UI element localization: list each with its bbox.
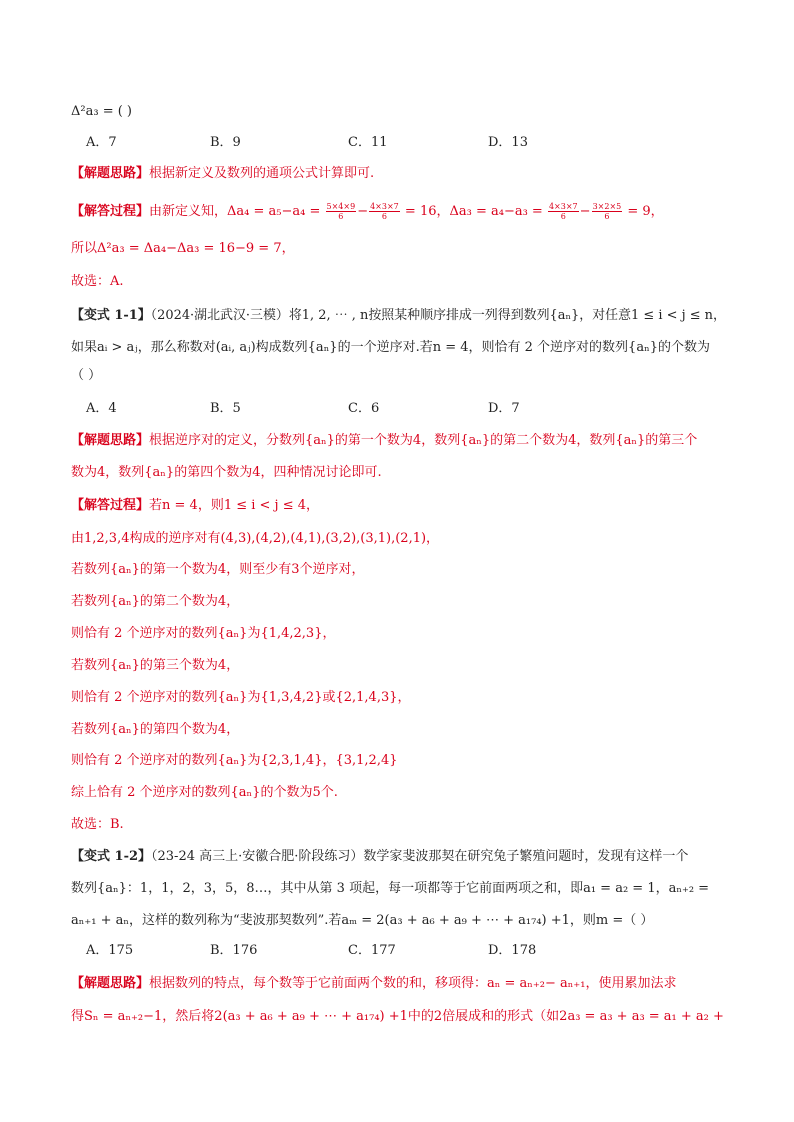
q1-choice-d: D．7 [488, 401, 520, 416]
q1-proc-line-1 [71, 497, 319, 515]
q2-choice-c: C．177 [348, 943, 396, 958]
q1-idea-line-2: 数为4，数列{aₙ}的第四个数为4，四种情况讨论即可. [71, 465, 382, 480]
q0-choice-d: D．13 [488, 135, 528, 150]
q0-choice-a: A．7 [86, 135, 117, 150]
q1-proc-line-10: 综上恰有 2 个逆序对的数列{aₙ}的个数为5个. [71, 785, 338, 800]
q1-proc-tag: 【解答过程】 [71, 498, 150, 513]
q0-choice-b: B．9 [210, 135, 241, 150]
q1-proc-line-2: 由1,2,3,4构成的逆序对有(4,3),(4,2),(4,1),(3,2),(3,1),(2,1)， [71, 531, 440, 546]
q0-idea [71, 165, 374, 183]
q1-idea-tag: 【解题思路】 [71, 433, 150, 448]
q1-idea-1: 根据逆序对的定义，分数列{aₙ}的第一个数为4，数列{aₙ}的第二个数为4，数列{aₙ}的第三个 [149, 433, 698, 448]
q0-proc-1a: 由新定义知，Δa₄ = a₅−a₄ = [149, 204, 325, 219]
q1-proc-line-7: 则恰有 2 个逆序对的数列{aₙ}为{1,3,4,2}或{2,1,4,3}， [71, 690, 411, 705]
q0-frac-4: $\frac{3\times 2\times 5}{6}$ [592, 202, 622, 221]
q1-idea-line-1 [71, 432, 697, 450]
q0-idea-text: 根据新定义及数列的通项公式计算即可. [149, 166, 375, 181]
q1-proc-line-4: 若数列{aₙ}的第二个数为4， [71, 594, 240, 609]
q1-stem-line-1 [71, 307, 726, 325]
q0-process-line-2: 所以Δ²a₃ = Δa₄−Δa₃ = 16−9 = 7， [71, 241, 295, 256]
q0-choice-c: C．11 [348, 135, 388, 150]
q2-choice-a: A．175 [86, 943, 134, 958]
q2-idea-tag: 【解题思路】 [71, 976, 150, 991]
q2-idea-line-2: 得Sₙ = aₙ₊₂−1，然后将2(a₃ + a₆ + a₉ + ⋯ + a₁₇₄) +1中的2倍展成和的形式（如2a₃ = a₃ + a₃ = a₁ + a₂ + [71, 1009, 724, 1024]
q2-stem-line-2: 数列{aₙ}：1，1，2，3，5，8…，其中从第 3 项起，每一项都等于它前面两项之和，即a₁ = a₂ = 1，aₙ₊₂ = [71, 881, 710, 896]
q1-choice-b: B．5 [210, 401, 241, 416]
q1-line-1: （2024·湖北武汉·三模）将1, 2, ⋯ , n按照某种顺序排成一列得到数列{aₙ}，对任意1 ≤ i < j ≤ n， [150, 308, 726, 323]
q0-frac-3: $\frac{4\times 3\times 7}{6}$ [548, 202, 578, 221]
q0-proc-1e: = 9， [623, 204, 664, 219]
q1-choice-a: A．4 [86, 401, 117, 416]
q2-choice-b: B．176 [210, 943, 258, 958]
q1-stem-line-3: （ ） [71, 368, 102, 383]
q1-choice-c: C．6 [348, 401, 380, 416]
q0-process-line-1 [71, 202, 664, 221]
q2-line-1: （23-24 高三上·安徽合肥·阶段练习）数学家斐波那契在研究兔子繁殖问题时，发现有这样一个 [151, 849, 689, 864]
q1-proc-line-9: 则恰有 2 个逆序对的数列{aₙ}为{2,3,1,4}，{3,1,2,4} [71, 753, 398, 768]
q0-proc-1d: − [579, 204, 591, 219]
q0-proc-tag: 【解答过程】 [71, 204, 150, 219]
q0-idea-tag: 【解题思路】 [71, 166, 150, 181]
q0-frac-1: $\frac{5\times 4\times 9}{6}$ [326, 202, 356, 221]
q1-stem-line-2: 如果aᵢ > aⱼ，那么称数对(aᵢ, aⱼ)构成数列{aₙ}的一个逆序对.若n = 4，则恰有 2 个逆序对的数列{aₙ}的个数为 [71, 340, 710, 355]
q2-choice-d: D．178 [488, 943, 537, 958]
q1-proc-line-3: 若数列{aₙ}的第一个数为4，则至少有3个逆序对， [71, 562, 365, 577]
q1-proc-line-6: 若数列{aₙ}的第三个数为4， [71, 658, 240, 673]
q1-tag: 【变式 1-1】 [71, 308, 151, 323]
q0-frac-2: $\frac{4\times 3\times 7}{6}$ [370, 202, 399, 221]
q1-answer: 故选：B. [71, 817, 124, 832]
q1-proc-line-5: 则恰有 2 个逆序对的数列{aₙ}为{1,4,2,3}， [71, 626, 336, 641]
q1-proc-line-8: 若数列{aₙ}的第四个数为4， [71, 722, 240, 737]
q2-tag: 【变式 1-2】 [71, 849, 152, 864]
q2-idea-1: 根据数列的特点，每个数等于它前面两个数的和，移项得：aₙ = aₙ₊₂− aₙ₊₁，使用累加法求 [149, 976, 677, 991]
q2-stem-line-1 [71, 848, 688, 866]
q1-proc-0: 若n = 4，则1 ≤ i < j ≤ 4， [149, 498, 320, 513]
q0-proc-1c: = 16，Δa₃ = a₄−a₃ = [400, 204, 547, 219]
q0-proc-1b: − [357, 204, 369, 219]
q2-idea-line-1 [71, 975, 676, 993]
q2-stem-line-3: aₙ₊₁ + aₙ，这样的数列称为“斐波那契数列”.若aₘ = 2(a₃ + a₆ + a₉ + ⋯ + a₁₇₄) +1，则m =（ ） [71, 913, 654, 928]
q0-answer: 故选：A. [71, 274, 124, 289]
q0-stem: Δ²a₃ = ( ) [71, 104, 132, 119]
